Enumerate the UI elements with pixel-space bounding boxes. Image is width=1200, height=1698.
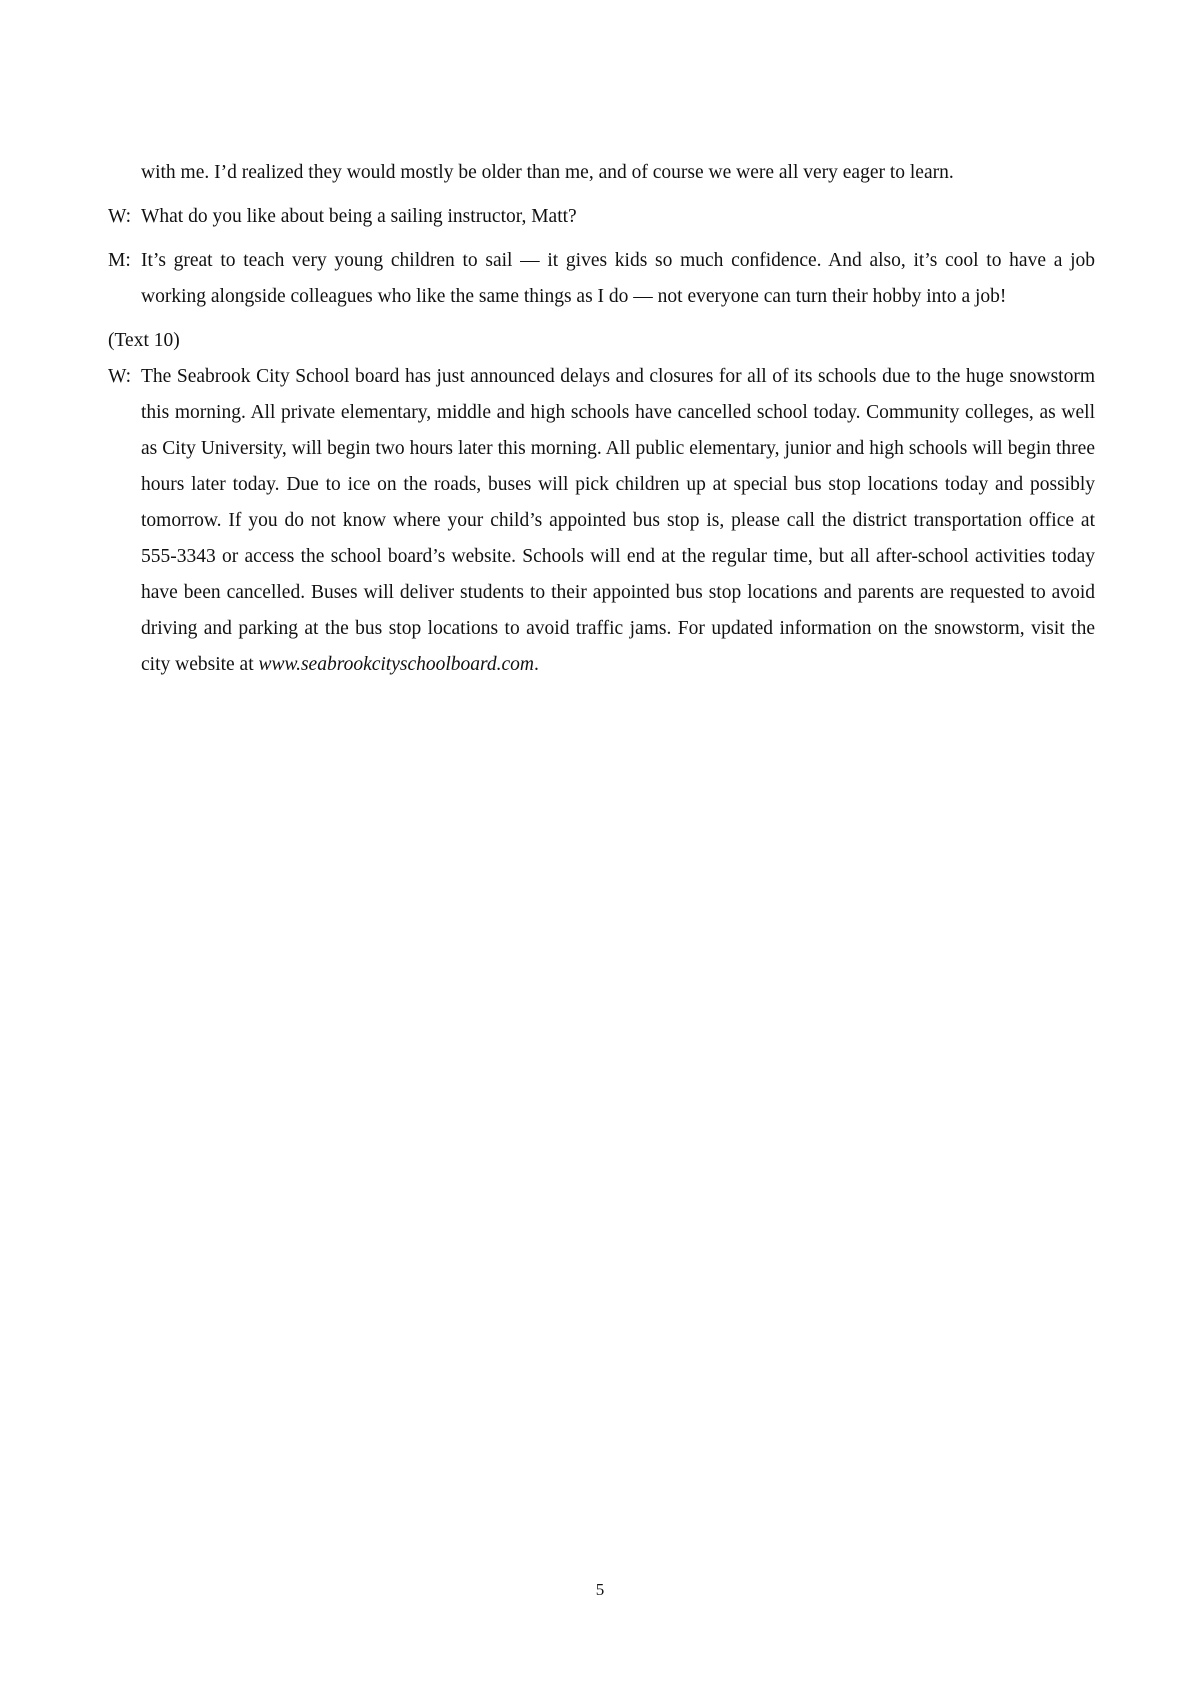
- speaker-label: M:: [108, 250, 131, 271]
- continued-paragraph: with me. I’d realized they would mostly be older than me, and of course we were all very eager to learn.: [141, 162, 954, 183]
- announcement-text: The Seabrook City School board has just announced delays and closures for all of its schools due to the huge snowstorm this morning. All private elementary, middle and high schools have cancelled school today. Community colleges, as well as City University, will begin two hours later this morning. All public elementary, junior and high schools will begin three hours later today. Due to ice on the roads, buses will pick children up at special bus stop locations today and possibly tomorrow. If you do not know where your child’s appointed bus stop is, please call the district transportation office at 555-3343 or access the school board’s website. Schools will end at the regular time, but all after-school activities today have been cancelled. Buses will deliver students to their appointed bus stop locations and parents are requested to avoid driving and parking at the bus stop locations to avoid traffic jams. For updated information on the snowstorm, visit the city website at: [141, 366, 1095, 675]
- speaker-label: W:: [108, 206, 132, 227]
- transcript-content: [108, 155, 1095, 691]
- dialogue-line-woman: [108, 199, 1095, 235]
- announcement-text-block: [141, 359, 1095, 683]
- dialogue-line-man: [108, 243, 1095, 315]
- dialogue-text: What do you like about being a sailing instructor, Matt?: [141, 206, 577, 227]
- dialogue-text: It’s great to teach very young children to sail — it gives kids so much confidence. And also, it’s cool to have a job working alongside colleagues who like the same things as I do — not everyone can turn their hobby into a job!: [141, 250, 1095, 307]
- speaker-label: W:: [108, 366, 132, 387]
- announcement-paragraph: [108, 359, 1095, 683]
- page-number: 5: [595, 1580, 605, 1599]
- end-punctuation: .: [534, 654, 539, 675]
- section-label: (Text 10): [108, 330, 180, 351]
- website-link: www.seabrookcityschoolboard.com: [258, 654, 535, 675]
